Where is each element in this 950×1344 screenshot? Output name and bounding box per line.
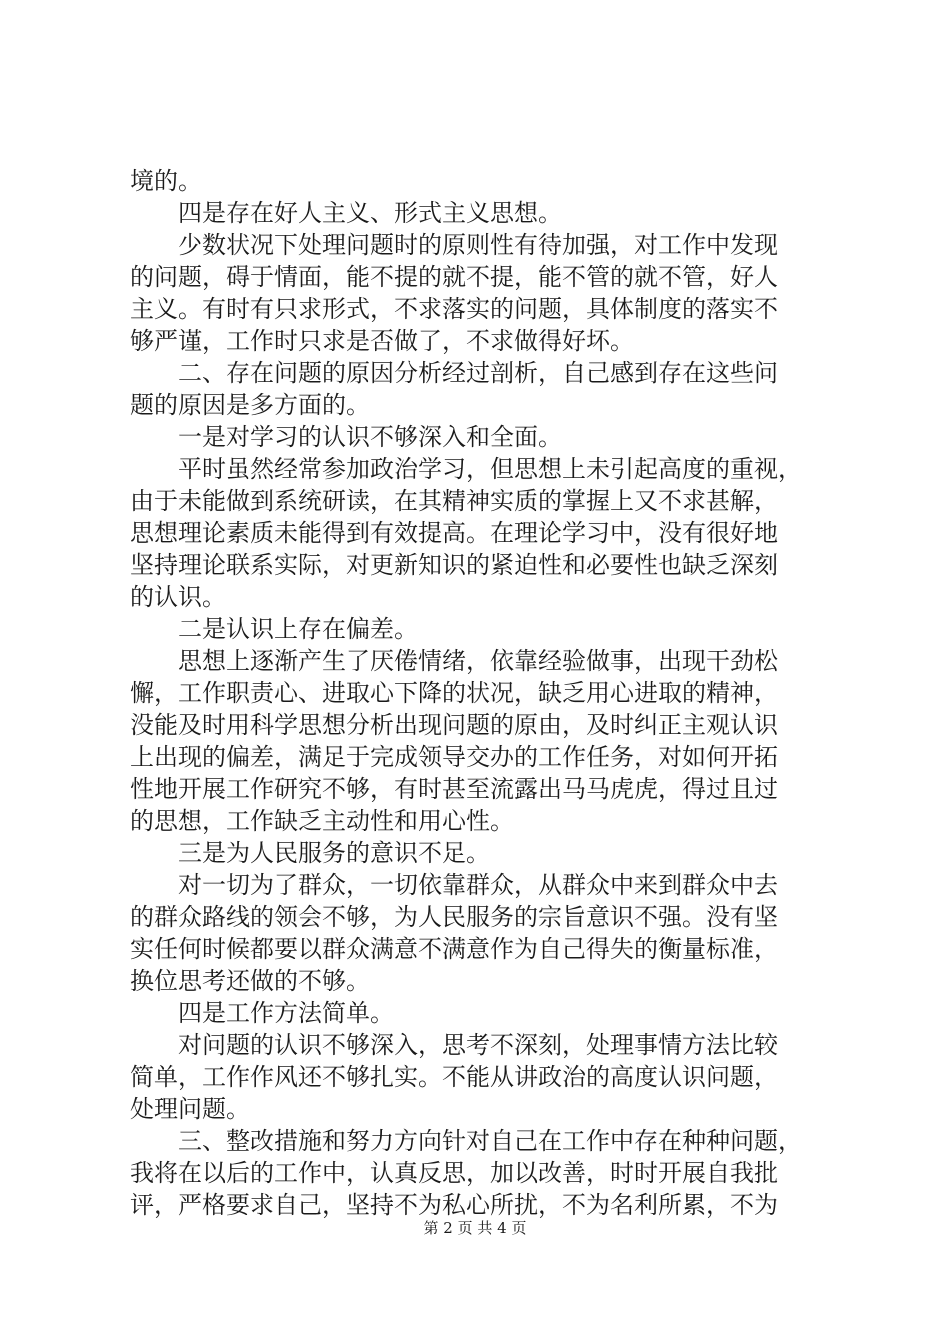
text-line: 对问题的认识不够深入，思考不深刻，处理事情方法比较 xyxy=(178,1031,778,1059)
section-heading: 二、存在问题的原因分析经过剖析，自己感到存在这些问 xyxy=(178,359,778,387)
page-number-footer: 第 2 页 共 4 页 xyxy=(423,1219,527,1237)
text-line: 懈，工作职责心、进取心下降的状况，缺乏用心进取的精神， xyxy=(130,679,778,707)
text-line: 没能及时用科学思想分析出现问题的原由，及时纠正主观认识 xyxy=(130,711,778,739)
text-line: 评，严格要求自己，坚持不为私心所扰，不为名利所累，不为 xyxy=(130,1191,778,1219)
text-line: 主义。有时有只求形式，不求落实的问题，具体制度的落实不 xyxy=(130,295,778,323)
section-heading: 一是对学习的认识不够深入和全面。 xyxy=(178,423,562,451)
text-line: 思想理论素质未能得到有效提高。在理论学习中，没有很好地 xyxy=(130,519,778,547)
section-heading: 四是工作方法简单。 xyxy=(178,999,394,1027)
document-body xyxy=(130,165,830,1221)
text-line: 简单，工作作风还不够扎实。不能从讲政治的高度认识问题， xyxy=(130,1063,778,1091)
text-line: 处理问题。 xyxy=(130,1095,250,1123)
text-line: 平时虽然经常参加政治学习，但思想上未引起高度的重视， xyxy=(178,455,802,483)
text-line: 少数状况下处理问题时的原则性有待加强，对工作中发现 xyxy=(178,231,778,259)
text-line: 的认识。 xyxy=(130,583,226,611)
text-line: 实任何时候都要以群众满意不满意作为自己得失的衡量标准， xyxy=(130,935,778,963)
text-line: 境的。 xyxy=(130,167,202,195)
text-line: 题的原因是多方面的。 xyxy=(130,391,370,419)
text-line: 的问题，碍于情面，能不提的就不提，能不管的就不管，好人 xyxy=(130,263,778,291)
section-heading: 三、整改措施和努力方向针对自己在工作中存在种种问题， xyxy=(178,1127,802,1155)
section-heading: 二是认识上存在偏差。 xyxy=(178,615,418,643)
section-heading: 四是存在好人主义、形式主义思想。 xyxy=(178,199,562,227)
text-line: 性地开展工作研究不够，有时甚至流露出马马虎虎，得过且过 xyxy=(130,775,778,803)
text-line: 的群众路线的领会不够，为人民服务的宗旨意识不强。没有坚 xyxy=(130,903,778,931)
text-line: 由于未能做到系统研读，在其精神实质的掌握上又不求甚解， xyxy=(130,487,778,515)
text-line: 对一切为了群众，一切依靠群众，从群众中来到群众中去 xyxy=(178,871,778,899)
text-line: 思想上逐渐产生了厌倦情绪，依靠经验做事，出现干劲松 xyxy=(178,647,778,675)
text-line: 我将在以后的工作中，认真反思，加以改善，时时开展自我批 xyxy=(130,1159,778,1187)
text-line: 够严谨，工作时只求是否做了，不求做得好坏。 xyxy=(130,327,634,355)
text-line: 换位思考还做的不够。 xyxy=(130,967,370,995)
text-line: 坚持理论联系实际，对更新知识的紧迫性和必要性也缺乏深刻 xyxy=(130,551,778,579)
text-line: 的思想，工作缺乏主动性和用心性。 xyxy=(130,807,514,835)
text-line: 上出现的偏差，满足于完成领导交办的工作任务，对如何开拓 xyxy=(130,743,778,771)
section-heading: 三是为人民服务的意识不足。 xyxy=(178,839,490,867)
